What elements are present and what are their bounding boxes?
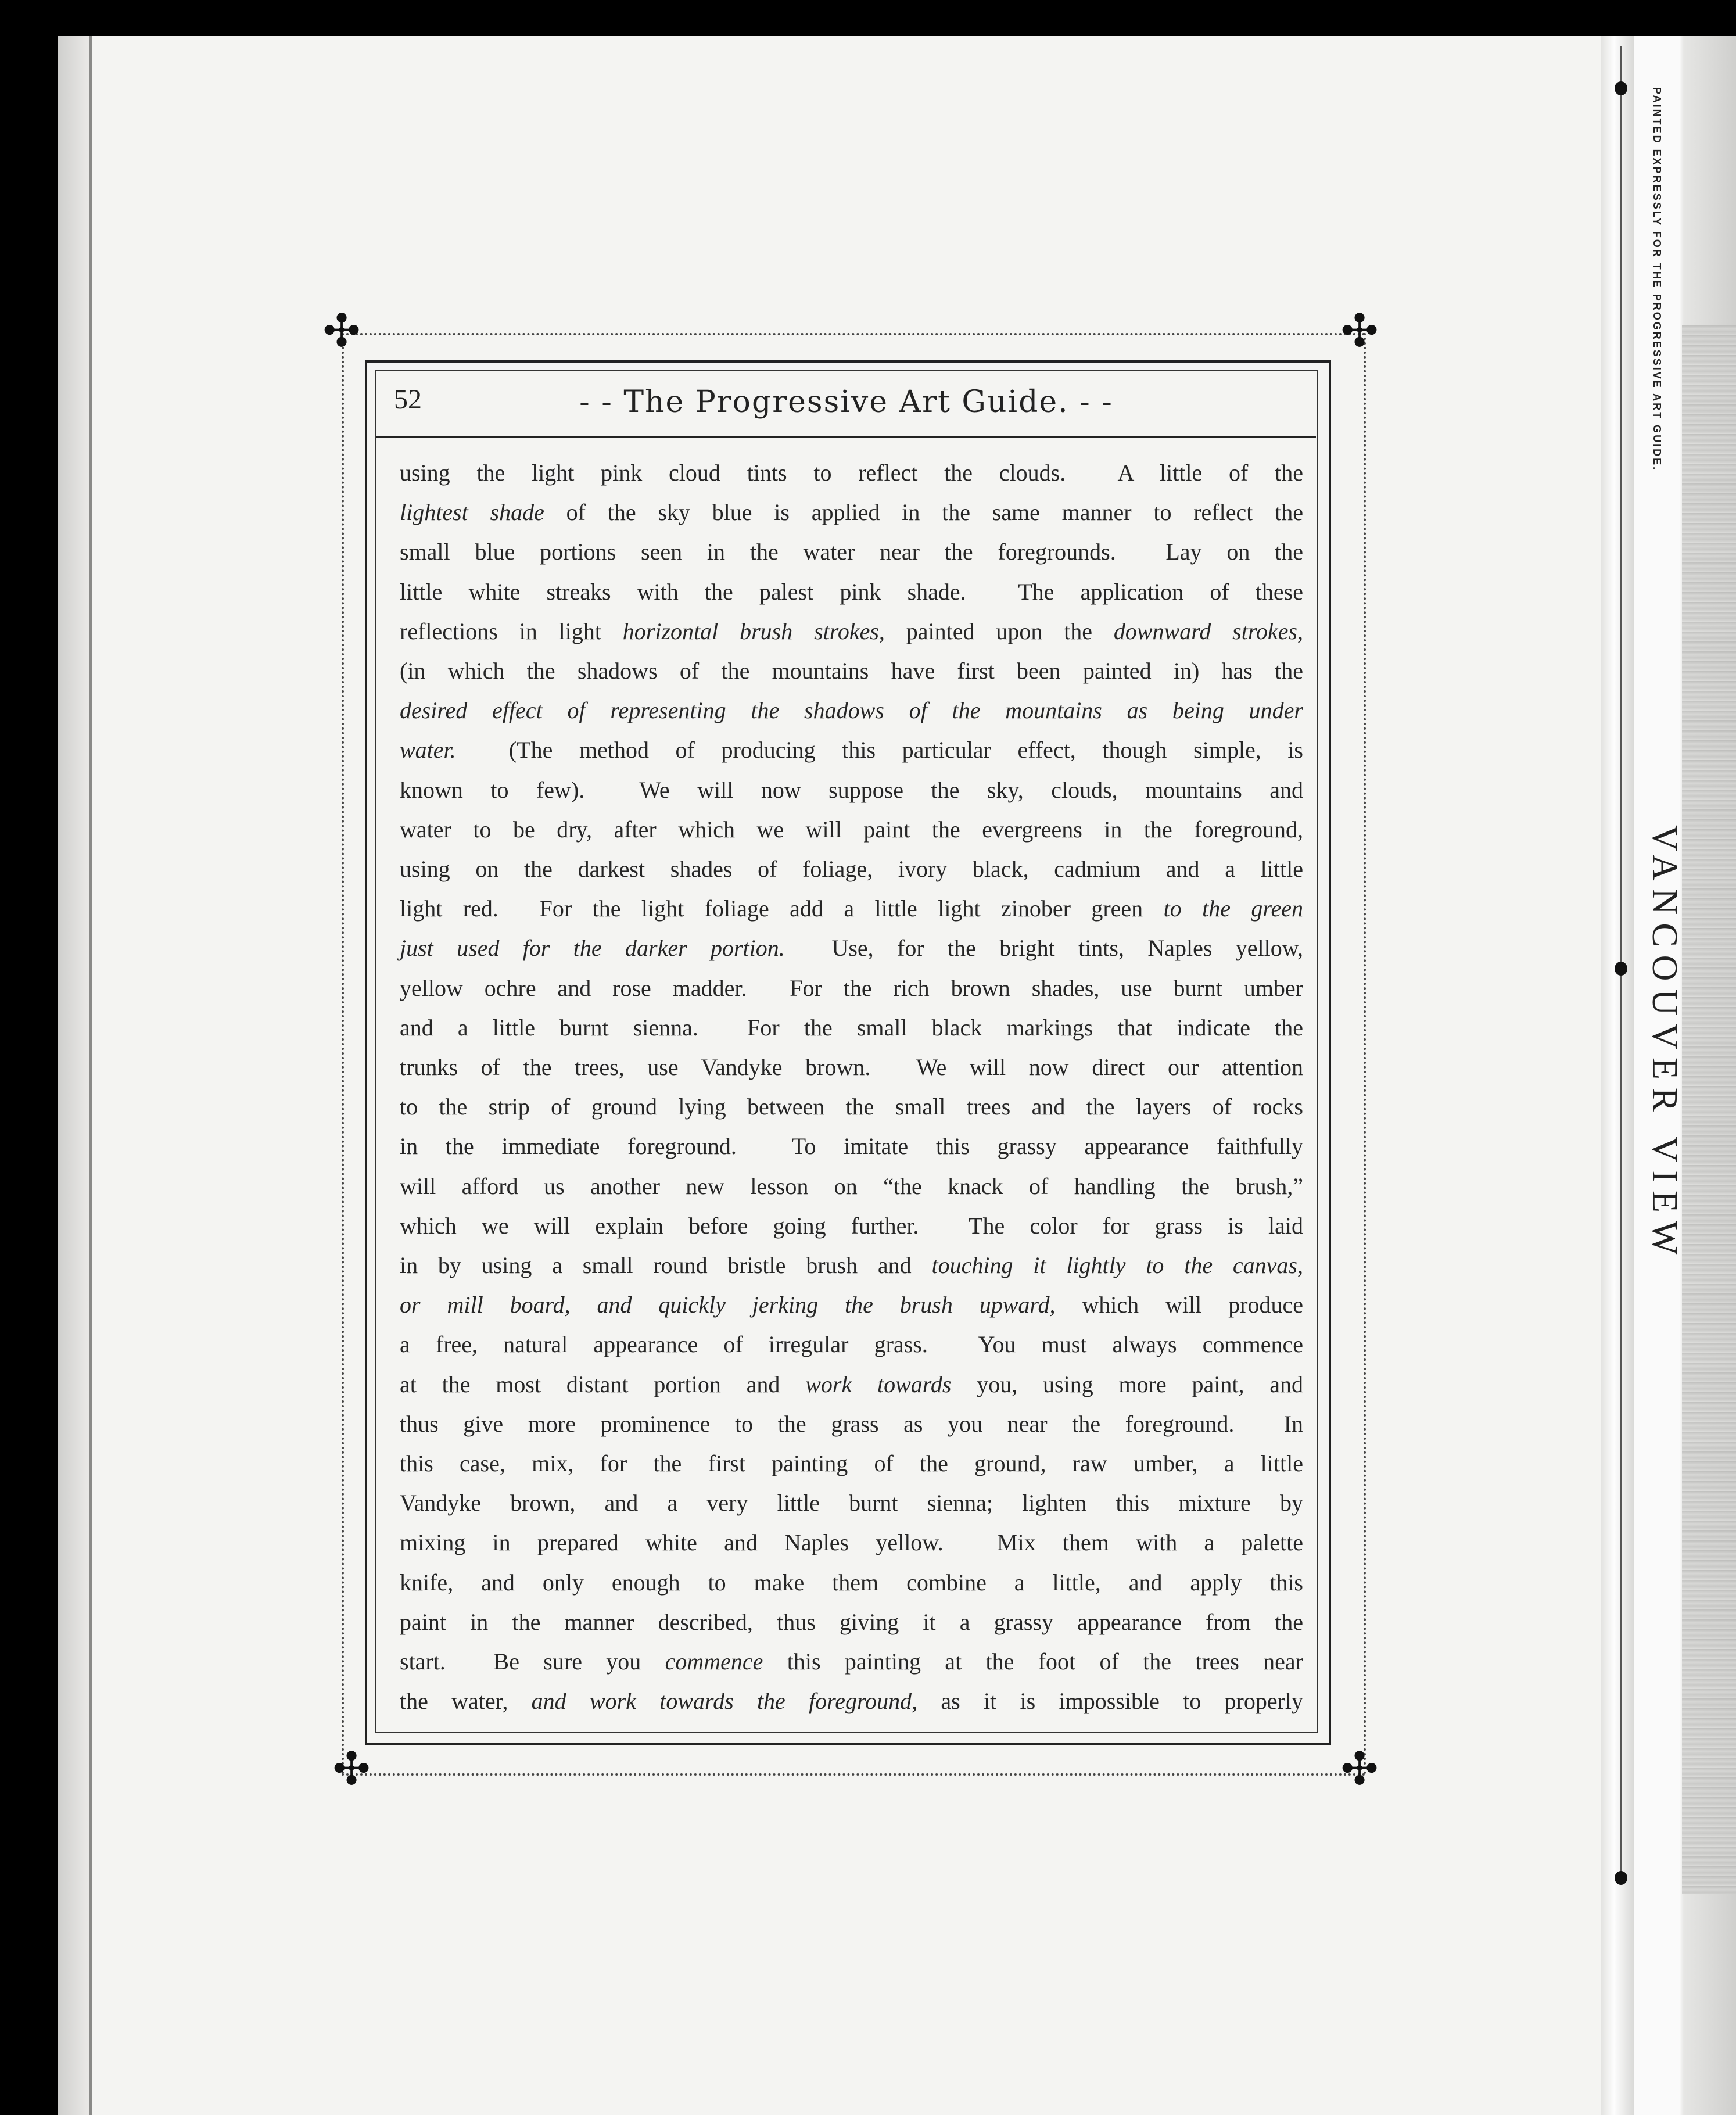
page-number: 52 [394,384,422,415]
text-run: Vandyke brown, and a very little burnt sienna; lighten this mixture by [400,1490,1303,1517]
text-run: known to few). We will now suppose the sky, clouds, mountains and [400,776,1303,803]
text-line [400,1087,1303,1127]
plate-title: VANCOUVER VIEW [1645,825,1684,1263]
italic-run: lightest shade [400,499,544,526]
text-line [400,889,1303,929]
text-line [400,493,1303,532]
text-line [400,770,1303,810]
text-line [400,1603,1303,1642]
text-run: this case, mix, for the first painting of the ground, raw umber, a little [400,1450,1303,1477]
text-line [400,453,1303,493]
italic-run: to the green [1163,895,1303,922]
text-run: in the immediate foreground. To imitate this grassy appearance faithfully [400,1133,1303,1160]
text-line [400,1048,1303,1087]
running-head: - - The Progressive Art Guide. - - [579,385,1113,420]
italic-run: work towards [805,1371,952,1397]
italic-run: commence [665,1648,763,1675]
text-line [400,1167,1303,1206]
binding-rivet [1615,81,1627,95]
text-line [400,810,1303,849]
text-run: thus give more prominence to the grass as you near the foreground. In [400,1410,1303,1437]
text-line [400,691,1303,730]
text-line [400,1523,1303,1562]
text-line [400,1285,1303,1325]
text-line [400,1563,1303,1603]
text-run: the water, [400,1688,532,1715]
text-run: reflections in light [400,618,623,644]
text-run: Use, for the bright tints, Naples yellow, [784,935,1304,962]
italic-run: water. [400,737,456,763]
text-line [400,612,1303,651]
text-run: light red. For the light foliage add a little light zinober green [400,895,1164,922]
text-line [400,1404,1303,1444]
text-line [400,532,1303,572]
text-run: and a little burnt sienna. For the small black markings that indicate the [400,1014,1303,1041]
facing-plate-image-edge [1682,325,1736,1894]
text-run: start. Be sure you [400,1648,665,1675]
text-line [400,1682,1303,1721]
text-run: (in which the shadows of the mountains have first been painted in) has the [400,658,1303,684]
italic-run: touching it lightly to the canvas, [931,1252,1303,1279]
text-line [400,1483,1303,1523]
text-run: which will produce [1055,1292,1303,1318]
corner-ornament-icon: ✣ [332,1743,371,1795]
text-run: a free, natural appearance of irregular grass. You must always commence [400,1331,1303,1358]
text-line [400,1008,1303,1048]
italic-run: just used for the darker portion. [400,935,785,962]
page-binding-shadow [58,36,92,2115]
text-line [400,1444,1303,1483]
text-run: in by using a small round bristle brush and [400,1252,932,1279]
text-line [400,1325,1303,1364]
text-run: you, using more paint, and [951,1371,1303,1397]
page-gutter [1601,36,1634,2115]
italic-run: downward strokes, [1113,618,1303,644]
text-run: to the strip of ground lying between the small trees and the layers of rocks [400,1094,1303,1120]
text-line [400,1642,1303,1682]
text-run: which we will explain before going further. The color for grass is laid [400,1212,1303,1239]
italic-run: horizontal brush strokes, [622,618,885,644]
text-line [400,1365,1303,1404]
body-text [400,453,1303,1722]
text-run: this painting at the foot of the trees near [763,1648,1304,1675]
text-run: painted upon the [884,618,1114,644]
plate-caption: PAINTED EXPRESSLY FOR THE PROGRESSIVE ART GUIDE. [1651,87,1663,472]
text-run: mixing in prepared white and Naples yellow. Mix them with a palette [400,1529,1303,1556]
text-line [400,730,1303,770]
text-run: paint in the manner described, thus giving it a grassy appearance from the [400,1608,1303,1635]
text-run: as it is impossible to properly [917,1688,1303,1715]
text-run: will afford us another new lesson on “the knack of handling the brush,” [400,1173,1303,1199]
italic-run: and work towards the foreground, [531,1688,918,1715]
text-run: small blue portions seen in the water near the foregrounds. Lay on the [400,539,1303,565]
text-run: yellow ochre and rose madder. For the rich brown shades, use burnt umber [400,974,1303,1001]
text-run: using the light pink cloud tints to reflect the clouds. A little of the [400,460,1303,486]
text-line [400,969,1303,1008]
text-run: of the sky blue is applied in the same manner to reflect the [544,499,1303,526]
text-line [400,1127,1303,1166]
binding-rivet [1615,1871,1627,1885]
text-run: using on the darkest shades of foliage, ivory black, cadmium and a little [400,856,1303,883]
text-line [400,651,1303,691]
binding-rivet [1615,962,1627,976]
text-run: (The method of producing this particular effect, though simple, is [455,737,1303,763]
text-run: at the most distant portion and [400,1371,806,1397]
text-line [400,1246,1303,1285]
page-header [376,372,1316,438]
text-line [400,849,1303,889]
binding-edge [89,36,92,2115]
text-line [400,572,1303,612]
italic-run: or mill board, and quickly jerking the brush upward, [400,1292,1056,1318]
text-run: trunks of the trees, use Vandyke brown. We will now direct our attention [400,1054,1303,1081]
corner-ornament-icon: ✣ [322,305,361,357]
corner-ornament-icon: ✣ [1340,305,1379,357]
corner-ornament-icon: ✣ [1340,1743,1379,1795]
text-run: water to be dry, after which we will paint the evergreens in the foreground, [400,816,1303,843]
italic-run: desired effect of representing the shadows of the mountains as being under [400,697,1303,724]
text-line [400,1206,1303,1246]
text-line [400,929,1303,968]
text-run: knife, and only enough to make them combine a little, and apply this [400,1569,1303,1596]
text-run: little white streaks with the palest pink shade. The application of these [400,578,1303,605]
